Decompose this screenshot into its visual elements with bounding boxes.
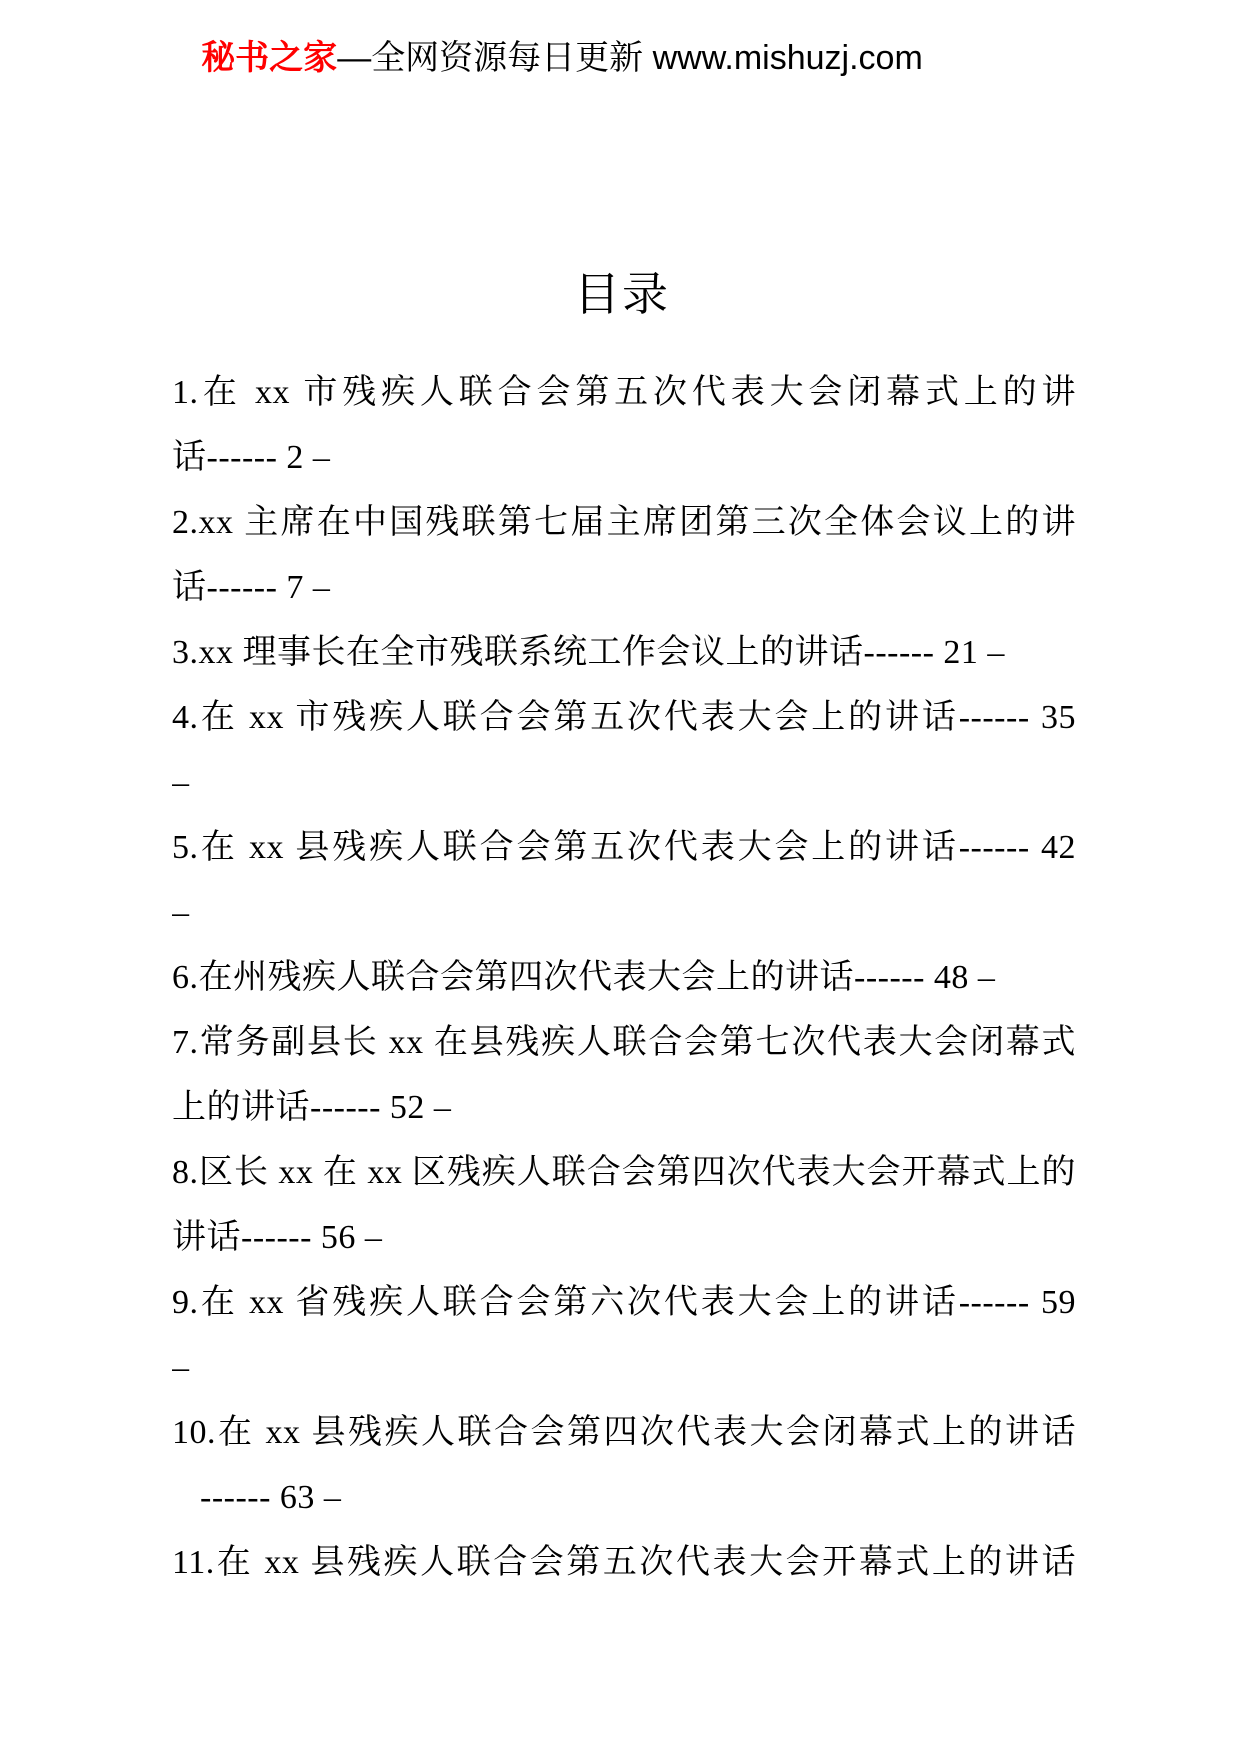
toc-line: 话------ 7 – bbox=[172, 569, 331, 606]
toc-line: – bbox=[172, 764, 190, 801]
site-brand: 秘书之家 bbox=[201, 39, 338, 77]
table-of-contents bbox=[0, 360, 1240, 1595]
toc-line: 2.xx 主席在中国残联第七届主席团第三次全体会议上的讲 bbox=[172, 504, 1076, 541]
header-tagline: —全网资源每日更新 www.mishuzj.com bbox=[337, 39, 923, 77]
page-title: 目录 bbox=[574, 268, 670, 320]
toc-line: – bbox=[172, 894, 190, 931]
toc-line: 3.xx 理事长在全市残联系统工作会议上的讲话------ 21 – bbox=[172, 634, 1005, 671]
toc-line: 5.在 xx 县残疾人联合会第五次代表大会上的讲话------ 42 bbox=[172, 829, 1076, 866]
toc-line: 10.在 xx 县残疾人联合会第四次代表大会闭幕式上的讲话 bbox=[172, 1414, 1076, 1451]
toc-line: 讲话------ 56 – bbox=[172, 1219, 383, 1256]
page-header bbox=[0, 36, 1240, 80]
toc-line: 上的讲话------ 52 – bbox=[172, 1089, 452, 1126]
toc-line: – bbox=[172, 1349, 190, 1386]
toc-line: 11.在 xx 县残疾人联合会第五次代表大会开幕式上的讲话 bbox=[172, 1544, 1076, 1581]
toc-line: 6.在州残疾人联合会第四次代表大会上的讲话------ 48 – bbox=[172, 959, 996, 996]
toc-line: 8.区长 xx 在 xx 区残疾人联合会第四次代表大会开幕式上的 bbox=[172, 1154, 1076, 1191]
toc-line: 1.在 xx 市残疾人联合会第五次代表大会闭幕式上的讲 bbox=[172, 374, 1076, 411]
toc-line: ------ 63 – bbox=[200, 1479, 342, 1516]
toc-line: 7.常务副县长 xx 在县残疾人联合会第七次代表大会闭幕式 bbox=[172, 1024, 1076, 1061]
toc-line: 话------ 2 – bbox=[172, 439, 331, 476]
toc-line: 9.在 xx 省残疾人联合会第六次代表大会上的讲话------ 59 bbox=[172, 1284, 1076, 1321]
toc-line: 4.在 xx 市残疾人联合会第五次代表大会上的讲话------ 35 bbox=[172, 699, 1076, 736]
